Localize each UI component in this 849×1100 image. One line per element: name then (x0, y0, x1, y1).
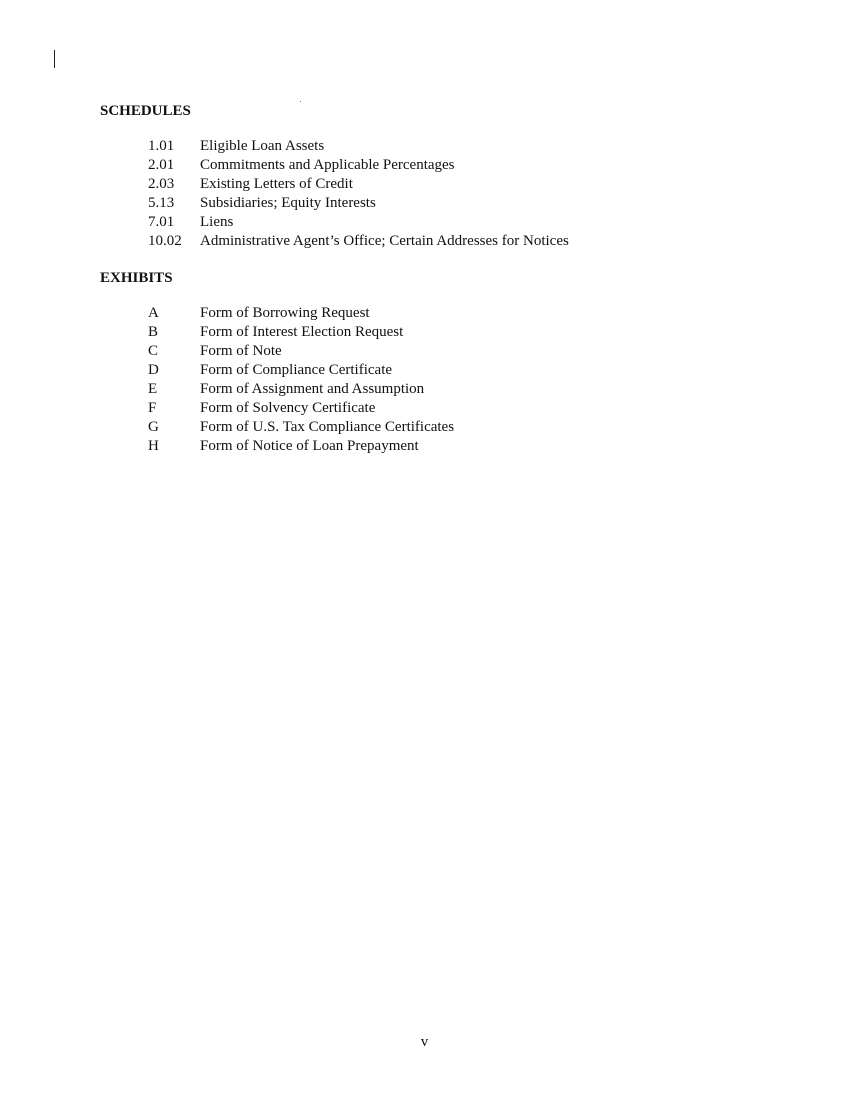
schedule-number: 1.01 (148, 138, 175, 154)
exhibit-item (148, 418, 454, 437)
schedule-item (148, 194, 569, 213)
exhibit-letter: G (148, 419, 159, 435)
schedules-heading: SCHEDULES (100, 103, 191, 119)
exhibit-item (148, 399, 454, 418)
exhibit-item (148, 342, 454, 361)
exhibit-title: Form of Notice of Loan Prepayment (200, 438, 419, 454)
schedule-item (148, 213, 569, 232)
schedule-number: 10.02 (148, 233, 182, 249)
schedule-item (148, 137, 569, 156)
schedule-title: Eligible Loan Assets (200, 138, 325, 154)
exhibit-letter: F (148, 400, 157, 416)
exhibit-title: Form of Compliance Certificate (200, 362, 393, 378)
exhibit-letter: D (148, 362, 159, 378)
exhibit-letter: E (148, 381, 158, 397)
exhibit-title: Form of Borrowing Request (200, 305, 370, 321)
exhibit-letter: B (148, 324, 159, 340)
revision-change-bar (54, 50, 55, 68)
exhibits-list (148, 304, 454, 456)
schedule-number: 7.01 (148, 214, 175, 230)
schedules-list (148, 137, 569, 251)
schedule-title: Liens (200, 214, 234, 230)
schedule-item (148, 232, 569, 251)
exhibit-item (148, 323, 454, 342)
schedule-item (148, 156, 569, 175)
exhibit-item (148, 304, 454, 323)
schedule-number: 2.03 (148, 176, 175, 192)
exhibit-item (148, 380, 454, 399)
exhibit-title: Form of Interest Election Request (200, 324, 404, 340)
schedule-item (148, 175, 569, 194)
exhibit-item (148, 437, 454, 456)
schedule-title: Existing Letters of Credit (200, 176, 353, 192)
schedule-title: Subsidiaries; Equity Interests (200, 195, 376, 211)
exhibit-letter: C (148, 343, 159, 359)
exhibit-letter: A (148, 305, 159, 321)
schedule-title: Commitments and Applicable Percentages (200, 157, 455, 173)
exhibits-heading: EXHIBITS (100, 270, 173, 286)
exhibit-title: Form of U.S. Tax Compliance Certificates (200, 419, 455, 435)
exhibit-title: Form of Solvency Certificate (200, 400, 376, 416)
exhibit-title: Form of Note (200, 343, 282, 359)
schedule-number: 2.01 (148, 157, 175, 173)
schedule-title: Administrative Agent’s Office; Certain Addresses for Notices (200, 233, 569, 249)
scan-speck (300, 101, 301, 102)
exhibit-letter: H (148, 438, 159, 454)
schedule-number: 5.13 (148, 195, 175, 211)
exhibit-title: Form of Assignment and Assumption (200, 381, 425, 397)
exhibit-item (148, 361, 454, 380)
page-number: v (420, 1034, 429, 1050)
